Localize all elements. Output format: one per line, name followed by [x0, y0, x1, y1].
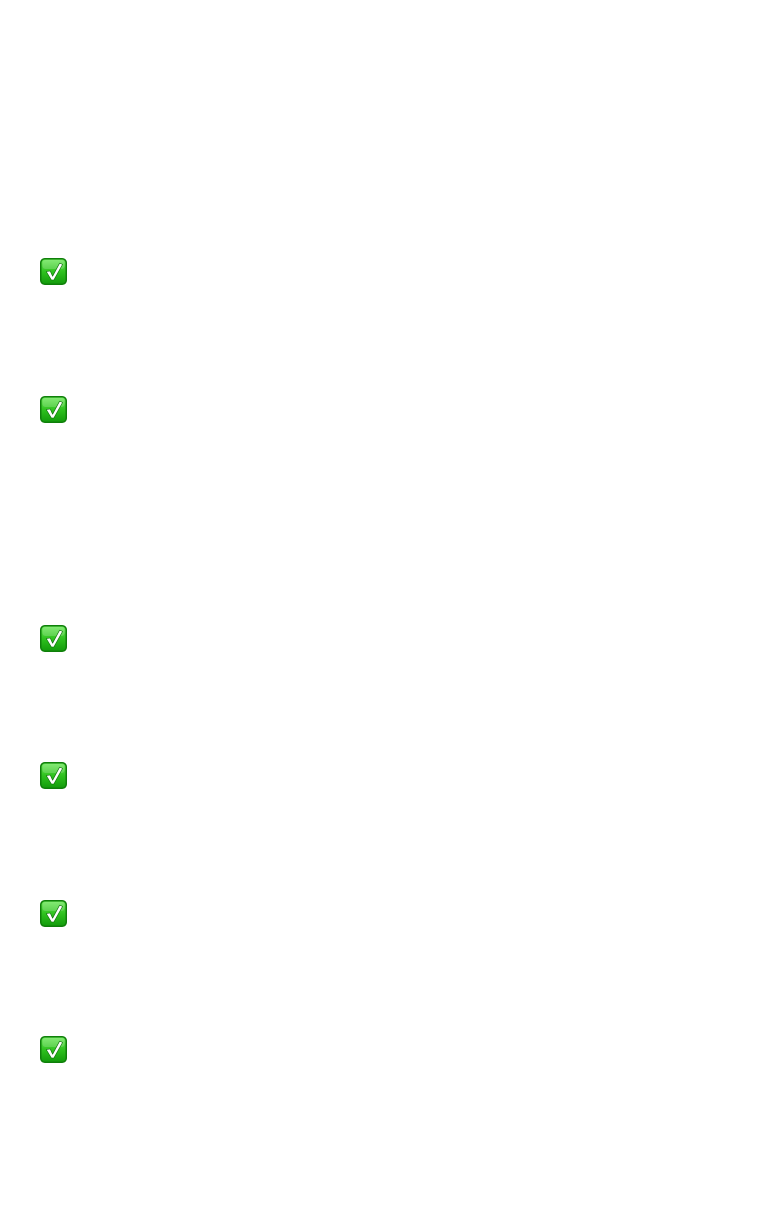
- check-box-icon[interactable]: [40, 762, 67, 789]
- check-box-icon[interactable]: [40, 625, 67, 652]
- check-box-icon[interactable]: [40, 258, 67, 285]
- check-box-icon[interactable]: [40, 396, 67, 423]
- check-box-icon[interactable]: [40, 1036, 67, 1063]
- check-box-icon[interactable]: [40, 900, 67, 927]
